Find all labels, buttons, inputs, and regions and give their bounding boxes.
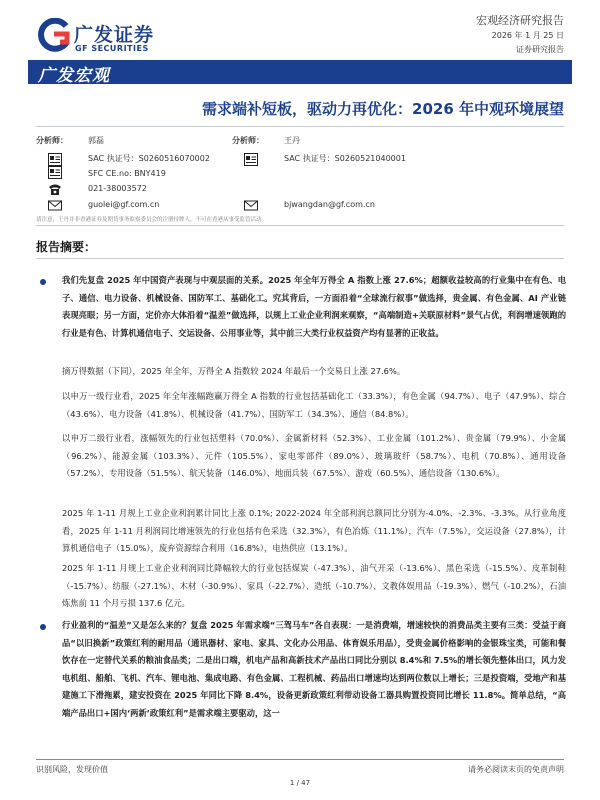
company-logo (36, 18, 164, 58)
bullet-icon (40, 279, 46, 285)
footer-slogan: 识别风险，发现价值 (36, 765, 108, 774)
analyst-2-sac: SAC 执证号：S0260521040001 (284, 154, 406, 163)
analyst-label: 分析师： (36, 136, 68, 145)
summary-divider (36, 258, 564, 259)
analyst-1-email[interactable]: guolei@gf.com.cn (88, 200, 160, 209)
paragraph-3: 以申万一级行业看，2025 年全年涨幅跑赢万得全 A 指数的行业包括基础化工（33.3%），有色金属（94.7%）、电子（47.9%）、综合（43.6%）、电力设备（41.8%）、机械设备（41.7%）、国防军工（34.3%）、通信（84.8%）。 (62, 391, 566, 419)
report-category: 宏观经济研究报告 (476, 14, 564, 27)
page-number: 1 / 47 (289, 779, 311, 787)
analyst-2-email[interactable]: bjwangdan@gf.com.cn (284, 200, 375, 209)
page-title: 需求端补短板，驱动力再优化：2026 年中观环境展望 (202, 100, 564, 118)
bullet-icon (40, 624, 46, 630)
analyst-1-sac: SAC 执证号：S0260516070002 (88, 154, 210, 163)
analyst-label-2: 分析师： (232, 136, 264, 145)
logo-chinese-name: 广发证券 (74, 24, 155, 46)
mail-icon (48, 199, 62, 212)
phone-icon (48, 183, 62, 196)
id-card-icon (244, 153, 258, 166)
title-divider (36, 126, 564, 127)
footer-disclaimer: 请务必阅读末页的免责声明 (468, 765, 564, 774)
mail-icon (244, 199, 258, 212)
report-date: 2026 年 1 月 25 日 (491, 31, 564, 40)
paragraph-2: 摘万得数据（下同），2025 年全年，万得全 A 指数较 2024 年最后一个交易日上涨 27.6%。 (62, 366, 406, 376)
paragraph-1: 我们先复盘 2025 年中国资产表现与中观层面的关系。2025 年全年万得全 A 指数上涨 27.6%；超额收益较高的行业集中在有色、电子、通信、电力设备、机械设备、国防军工、基础化工。究其背后，一方面沿着“全球流行叙事”做选择，贵金属、有色金属、AI 产业链表现亮眼；另一方面，定价亦大体沿着“温差”做选择，以规上工业企业利润来观察，“高端制造+关联原材料”景气占优，利润增速领跑的行业是有色、计算机通信电子、交运设备、公用事业等，其中前三大类行业权益资产均有显著的正收益。 (62, 275, 566, 338)
analyst-2-name: 王丹 (284, 136, 300, 145)
paragraph-6: 2025 年 1-11 月规上工业企业利润同比降幅较大的行业包括煤炭（-47.3%）、油气开采（-13.6%）、黑色采选（-15.5%）、皮革制鞋（-15.7%）、纺服（-27.1%）、木材（-30.9%）、家具（-22.7%）、造纸（-10.7%）、文教体娱用品（-19.3%）、燃气（-10.2%），石油炼焦前 11 个月亏损 137.6 亿元。 (62, 563, 566, 608)
paragraph-5: 2025 年 1-11 月规上工业企业利润累计同比上涨 0.1%; 2022-2024 年全部利润总额同比分别为-4.0%、-2.3%、-3.3%。从行业角度看，2025 年 1-11 月利润同比增速领先的行业包括有色采选（32.3%），有色冶炼（11.1%），汽车（7.5%），交运设备（27.8%），计算机通信电子（15.0%），废弃资源综合利用（16.8%），电热供应（13.1%）。 (62, 508, 566, 553)
analyst-divider (36, 225, 564, 226)
analyst-1-phone: 021-38003572 (88, 184, 147, 193)
report-type: 证券研究报告 (516, 45, 564, 54)
analyst-1-sfc: SFC CE.no: BNY419 (88, 169, 166, 178)
banner-title: 广发宏观 (38, 66, 110, 86)
disclaimer-note: 请注意，王丹并非香港证券及期货事务监察委员会的注册持牌人，不可在香港从事受监管活动。 (36, 217, 268, 223)
section-banner (28, 60, 572, 84)
paragraph-4: 以申万二级行业看，涨幅领先的行业包括塑料（70.0%）、金属新材料（52.3%）、工业金属（101.2%）、贵金属（79.9%）、小金属（96.2%）、能源金属（103.3%）、元件（105.5%）、家电零部件（89.0%）、玻璃玻纤（58.7%）、电机（70.8%）、通用设备（57.2%）、专用设备（51.5%）、航天装备（146.0%）、地面兵装（67.5%）、游戏（60.5%）、通信设备（130.6%）。 (62, 433, 566, 478)
footer-divider (36, 759, 564, 760)
gf-logo-icon (36, 18, 72, 54)
id-card-icon (48, 166, 62, 179)
logo-english-name: GF SECURITIES (75, 44, 149, 53)
summary-heading: 报告摘要： (36, 240, 97, 254)
analyst-1-name: 郭磊 (88, 136, 104, 145)
paragraph-7: 行业盈利的“温差”又是怎么来的？复盘 2025 年需求端“三驾马车”各自表现：一是消费端，增速较快的消费品类主要有三类：受益于商品“以旧换新”政策红利的耐用品（通讯器材、家电、家具、文化办公用品、体育娱乐用品），受贵金属价格影响的金银珠宝类，可能和餐饮存在一定替代关系的粮油食品类；二是出口端，机电产品和高新技术产品出口同比分别以 8.4%和 7.5%的增长领先整体出口，风力发电机组、船舶、飞机、汽车、锂电池、集成电路、有色金属、工程机械、药品出口增速均达到两位数以上增长；三是投资端，受地产和基建施工下滑拖累，建安投资在 2025 年同比下降 8.4%，设备更新政策红利带动设备工器具购置投资同比增长 11.8%。简单总结，“高端产品出口+国内‘两新’政策红利”是需求端主要驱动，这一 (62, 620, 566, 718)
id-card-icon (48, 153, 62, 166)
